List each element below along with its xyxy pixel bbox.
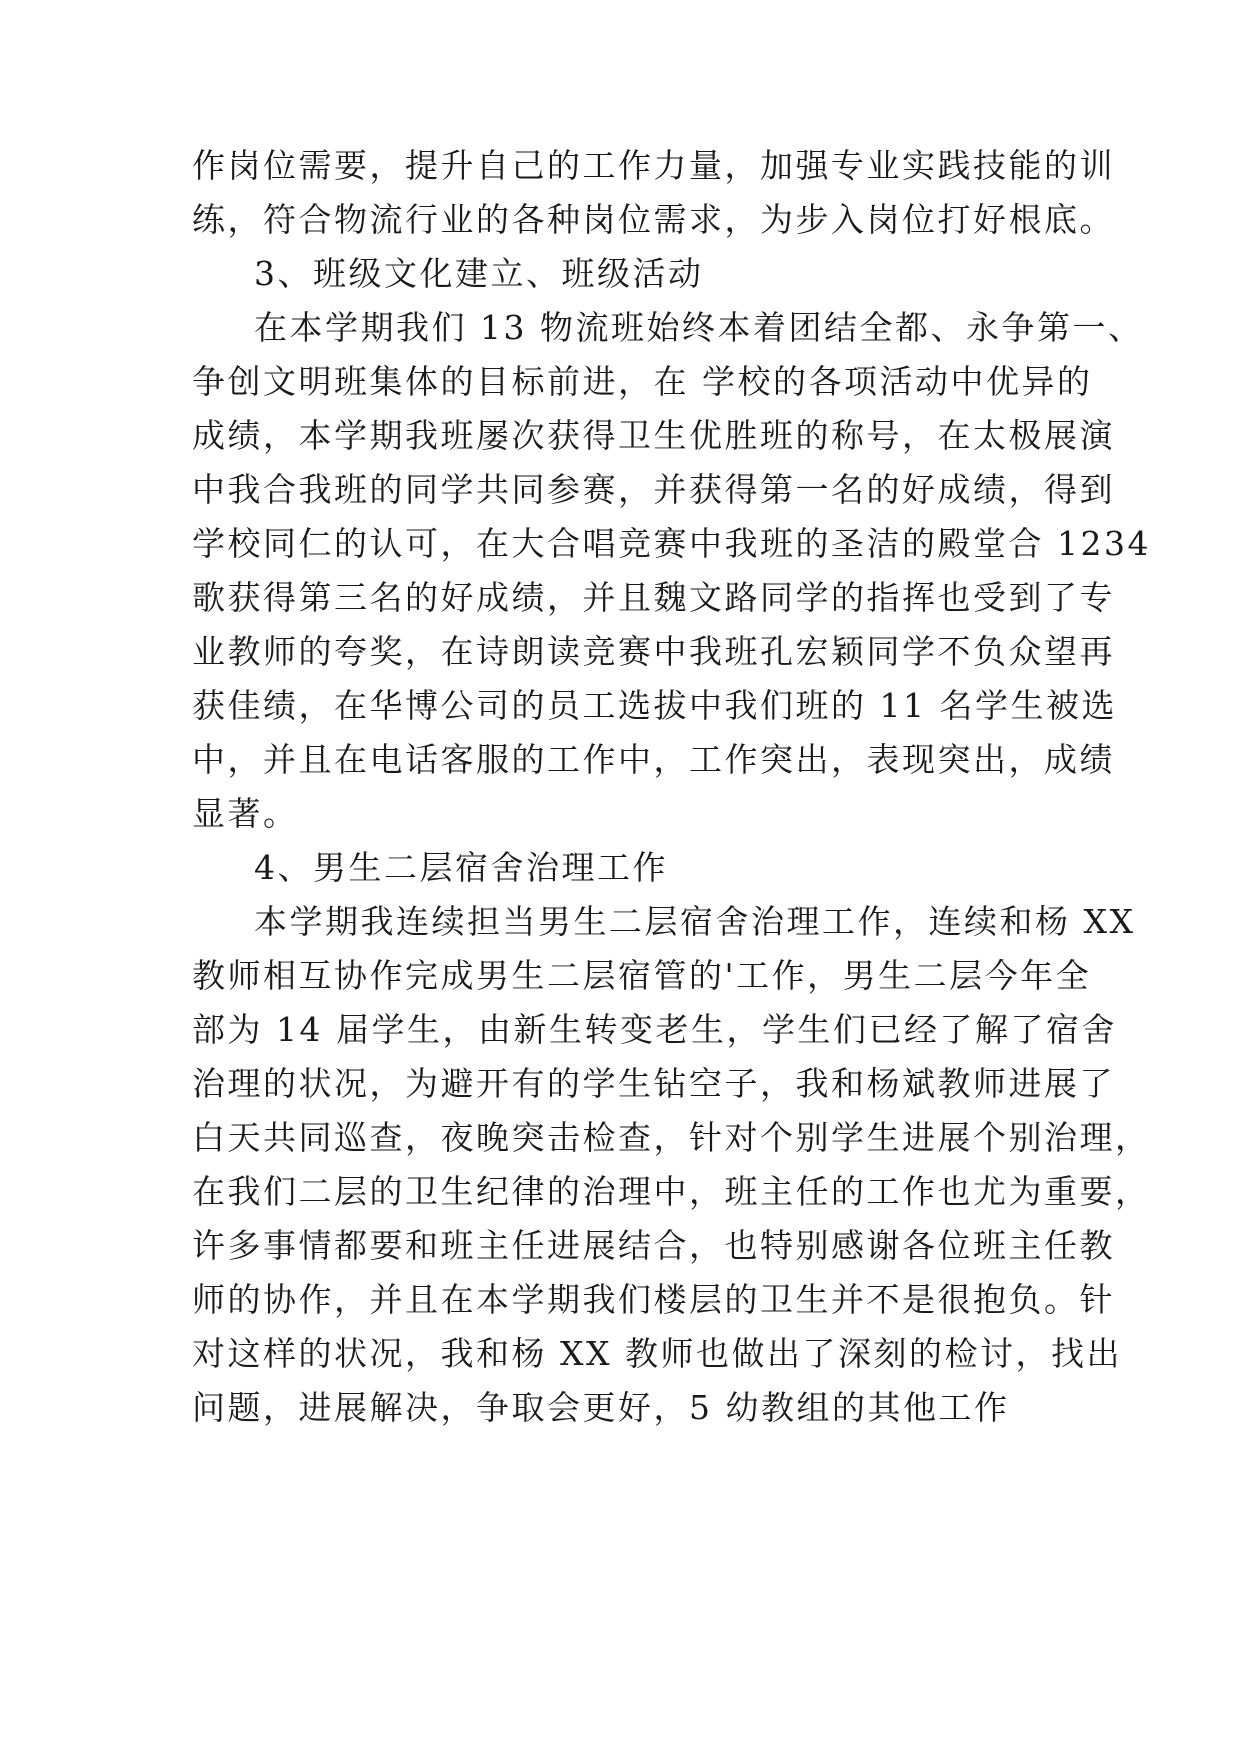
text-line: 许多事情都要和班主任进展结合，也特别感谢各位班主任教 [192, 1226, 1115, 1265]
text-line: 学校同仁的认可，在大合唱竞赛中我班的圣洁的殿堂合 1234 [192, 524, 1151, 563]
text-line: 白天共同巡查，夜晚突击检查，针对个别学生进展个别治理， [192, 1118, 1151, 1157]
text-line: 治理的状况，为避开有的学生钻空子，我和杨斌教师进展了 [192, 1064, 1115, 1103]
text-line: 师的协作，并且在本学期我们楼层的卫生并不是很抱负。针 [192, 1280, 1115, 1319]
text-line: 作岗位需要，提升自己的工作力量，加强专业实践技能的训 [192, 146, 1115, 185]
text-line: 显著。 [192, 794, 299, 833]
text-line: 部为 14 届学生，由新生转变老生，学生们已经了解了宿舍 [192, 1010, 1117, 1049]
paragraph-start: 在本学期我们 13 物流班始终本着团结全都、永争第一、 [254, 308, 1144, 347]
text-line: 在我们二层的卫生纪律的治理中，班主任的工作也尤为重要， [192, 1172, 1151, 1211]
section-heading: 4、男生二层宿舍治理工作 [254, 848, 668, 887]
text-line: 争创文明班集体的目标前进，在 学校的各项活动中优异的 [192, 362, 1093, 401]
text-line: 练，符合物流行业的各种岗位需求，为步入岗位打好根底。 [192, 200, 1115, 239]
text-line: 中，并且在电话客服的工作中，工作突出，表现突出，成绩 [192, 740, 1115, 779]
paragraph-start: 本学期我连续担当男生二层宿舍治理工作，连续和杨 XX [254, 902, 1136, 941]
text-line: 成绩，本学期我班屡次获得卫生优胜班的称号，在太极展演 [192, 416, 1115, 455]
text-line: 教师相互协作完成男生二层宿管的'工作，男生二层今年全 [192, 956, 1092, 995]
text-line: 问题，进展解决，争取会更好，5 幼教组的其他工作 [192, 1388, 1010, 1427]
text-line: 业教师的夸奖，在诗朗读竞赛中我班孔宏颖同学不负众望再 [192, 632, 1115, 671]
text-line: 中我合我班的同学共同参赛，并获得第一名的好成绩，得到 [192, 470, 1115, 509]
text-line: 歌获得第三名的好成绩，并且魏文路同学的指挥也受到了专 [192, 578, 1115, 617]
text-line: 获佳绩，在华博公司的员工选拔中我们班的 11 名学生被选 [192, 686, 1117, 725]
text-line: 对这样的状况，我和杨 XX 教师也做出了深刻的检讨，找出 [192, 1334, 1122, 1373]
section-heading: 3、班级文化建立、班级活动 [254, 254, 704, 293]
